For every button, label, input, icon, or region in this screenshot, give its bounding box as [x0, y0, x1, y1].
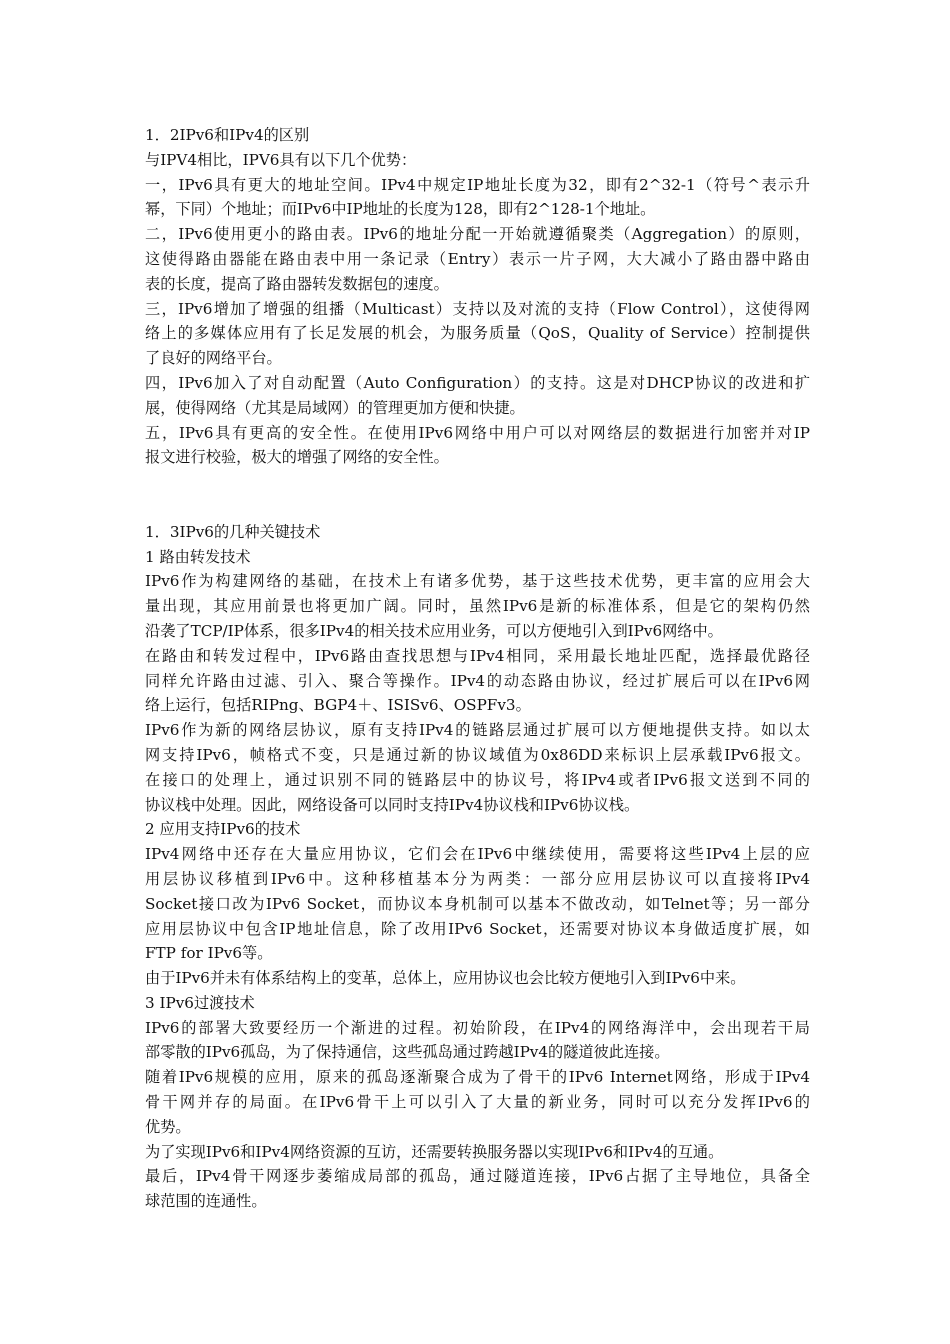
text-line: 球范围的连通性。 — [145, 1192, 267, 1211]
paragraph — [145, 842, 810, 966]
text-line: 随着IPv6规模的应用，原来的孤岛逐渐聚合成为了骨干的IPv6 Internet网络，形成于IPv4 — [145, 1068, 810, 1087]
text-line: 表的长度，提高了路由器转发数据包的速度。 — [145, 274, 449, 293]
document-page — [145, 123, 810, 1214]
section-spacer — [145, 470, 810, 520]
text-line: IPv6作为新的网络层协议，原有支持IPv4的链路层通过扩展可以方便地提供支持。如以太 — [145, 721, 810, 740]
text-line: 展，使得网络（尤其是局域网）的管理更加方便和快捷。 — [145, 398, 525, 417]
text-line: 最后，IPv4骨干网逐步萎缩成局部的孤岛，通过隧道连接，IPv6占据了主导地位，具备全 — [145, 1167, 810, 1186]
text-line: 报文进行校验，极大的增强了网络的安全性。 — [145, 448, 449, 467]
paragraph — [145, 966, 810, 991]
text-line: 了良好的网络平台。 — [145, 349, 282, 368]
text-line: 网支持IPv6，帧格式不变，只是通过新的协议域值为0x86DD来标识上层承载IPv6报文。 — [145, 745, 810, 764]
text-line: 四，IPv6加入了对自动配置（Auto Configuration）的支持。这是对DHCP协议的改进和扩 — [145, 373, 810, 392]
text-line: 优势。 — [145, 1117, 191, 1136]
text-line: 为了实现IPv6和IPv4网络资源的互访，还需要转换服务器以实现IPv6和IPv4的互通。 — [145, 1142, 724, 1161]
text-line: 在路由和转发过程中，IPv6路由查找思想与IPv4相同，采用最长地址匹配，选择最优路径 — [145, 646, 810, 665]
text-line: 由于IPv6并未有体系结构上的变革，总体上，应用协议也会比较方便地引入到IPv6中来。 — [145, 969, 746, 988]
text-line: 二，IPv6使用更小的路由表。IPv6的地址分配一开始就遵循聚类（Aggregation）的原则， — [145, 225, 810, 244]
subsection-heading: 2 应用支持IPv6的技术 — [145, 820, 301, 839]
text-line: 沿袭了TCP/IP体系，很多IPv4的相关技术应用业务，可以方便地引入到IPv6网络中。 — [145, 621, 723, 640]
text-line: 量出现，其应用前景也将更加广阔。同时，虽然IPv6是新的标准体系，但是它的架构仍然 — [145, 597, 810, 616]
paragraph — [145, 1065, 810, 1139]
text-line: 络上的多媒体应用有了长足发展的机会，为服务质量（QoS，Quality of Service）控制提供 — [145, 324, 810, 343]
paragraph — [145, 644, 810, 718]
text-line: 三，IPv6增加了增强的组播（Multicast）支持以及对流的支持（Flow Control），这使得网 — [145, 299, 810, 318]
paragraph — [145, 1140, 810, 1165]
section-heading: 1．3IPv6的几种关键技术 — [145, 522, 321, 541]
text-line: 骨干网并存的局面。在IPv6骨干上可以引入了大量的新业务，同时可以充分发挥IPv6的 — [145, 1093, 810, 1112]
text-line: FTP for IPv6等。 — [145, 944, 273, 963]
text-line: 幂，下同）个地址；而IPv6中IP地址的长度为128，即有2^128-1个地址。 — [145, 200, 656, 219]
text-line: 应用层协议中包含IP地址信息，除了改用IPv6 Socket，还需要对协议本身做适度扩展，如 — [145, 919, 810, 938]
paragraph — [145, 1016, 810, 1066]
paragraph — [145, 421, 810, 471]
section-heading: 1．2IPv6和IPv4的区别 — [145, 126, 310, 144]
text-line: 用层协议移植到IPv6中。这种移植基本分为两类：一部分应用层协议可以直接将IPv4 — [145, 869, 810, 888]
text-line: 在接口的处理上，通过识别不同的链路层中的协议号，将IPv4或者IPv6报文送到不同的 — [145, 770, 810, 789]
intro-line: 与IPV4相比，IPV6具有以下几个优势： — [145, 150, 417, 169]
subsection-heading: 3 IPv6过渡技术 — [145, 993, 255, 1012]
paragraph — [145, 569, 810, 643]
text-line: Socket接口改为IPv6 Socket，而协议本身机制可以基本不做改动，如Telnet等；另一部分 — [145, 894, 810, 913]
paragraph — [145, 297, 810, 371]
text-line: 协议栈中处理。因此，网络设备可以同时支持IPv4协议栈和IPv6协议栈。 — [145, 795, 640, 814]
subsection-heading: 1 路由转发技术 — [145, 547, 251, 566]
paragraph — [145, 173, 810, 223]
text-line: 一，IPv6具有更大的地址空间。IPv4中规定IP地址长度为32，即有2^32-1（符号^表示升 — [145, 175, 810, 194]
text-line: 络上运行，包括RIPng、BGP4＋、ISISv6、OSPFv3。 — [145, 696, 531, 715]
text-line: IPv6的部署大致要经历一个渐进的过程。初始阶段，在IPv4的网络海洋中，会出现若干局 — [145, 1018, 810, 1037]
text-line: 部零散的IPv6孤岛，为了保持通信，这些孤岛通过跨越IPv4的隧道彼此连接。 — [145, 1043, 670, 1062]
text-line: 这使得路由器能在路由表中用一条记录（Entry）表示一片子网，大大减小了路由器中路由 — [145, 249, 810, 268]
paragraph — [145, 371, 810, 421]
paragraph — [145, 1164, 810, 1214]
paragraph — [145, 222, 810, 296]
text-line: 五，IPv6具有更高的安全性。在使用IPv6网络中用户可以对网络层的数据进行加密并对IP — [145, 423, 810, 442]
text-line: IPv4网络中还存在大量应用协议，它们会在IPv6中继续使用，需要将这些IPv4上层的应 — [145, 845, 810, 864]
text-line: 同样允许路由过滤、引入、聚合等操作。IPv4的动态路由协议，经过扩展后可以在IPv6网 — [145, 671, 810, 690]
text-line: IPv6作为构建网络的基础，在技术上有诸多优势，基于这些技术优势，更丰富的应用会大 — [145, 572, 810, 591]
paragraph — [145, 718, 810, 817]
